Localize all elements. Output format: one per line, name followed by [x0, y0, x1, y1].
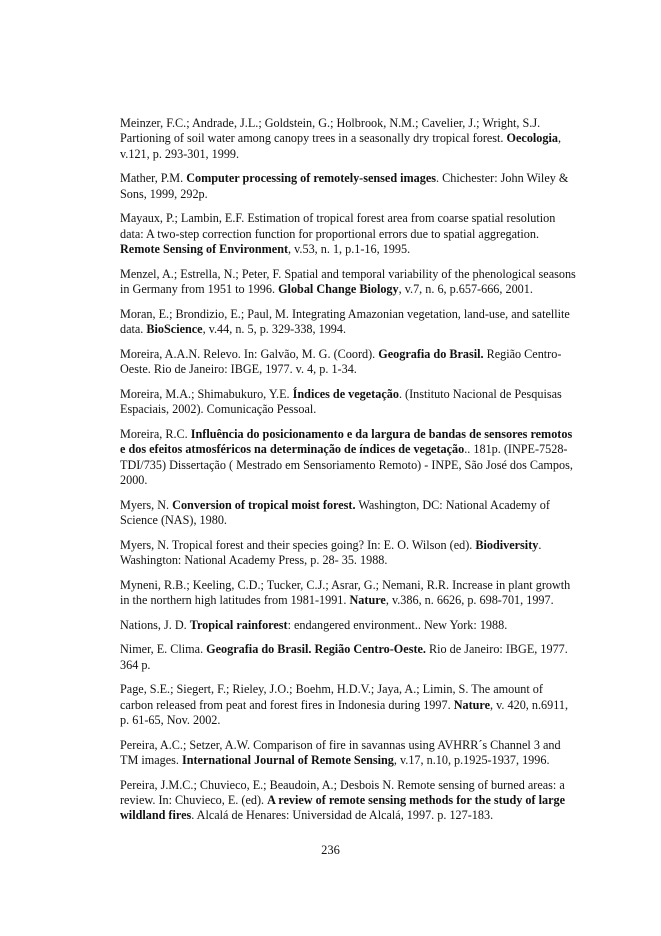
reference-entry: Moreira, M.A.; Shimabukuro, Y.E. Índices de vegetação. (Instituto Nacional de Pesquisas Espaciais, 2002). Comunicação Pessoal. [120, 386, 562, 417]
reference-entry: Page, S.E.; Siegert, F.; Rieley, J.O.; Boehm, H.D.V.; Jaya, A.; Limin, S. The amount of carbon released from peat and forest fires in Indonesia during 1997. Nature, v. 420, n.6911, p. 61-65, Nov. 2002. [120, 682, 569, 728]
reference-entry: Mather, P.M. Computer processing of remotely-sensed images. Chichester: John Wiley & Sons, 1999, 292p. [120, 171, 569, 201]
reference-entry: Myneni, R.B.; Keeling, C.D.; Tucker, C.J.; Asrar, G.; Nemani, R.R. Increase in plant growth in the northern high latitudes from 1981-1991. Nature, v.386, n. 6626, p. 698-701, 1997. [120, 577, 571, 608]
reference-entry: Moreira, A.A.N. Relevo. In: Galvão, M. G. (Coord). Geografia do Brasil. Região Centro-Oeste. Rio de Janeiro: IBGE, 1977. v. 4, p. 1-34. [120, 346, 562, 377]
reference-entry: Pereira, J.M.C.; Chuvieco, E.; Beaudoin, A.; Desbois N. Remote sensing of burned areas: a review. In: Chuvieco, E. (ed). A review of remote sensing methods for the study of large wildland fires. Alcalá de Henares: Universidad de Alcalá, 1997. p. 127-183. [120, 777, 565, 823]
reference-entry: Nations, J. D. Tropical rainforest: endangered environment.. New York: 1988. [120, 617, 508, 632]
reference-entry: Pereira, A.C.; Setzer, A.W. Comparison of fire in savannas using AVHRR´s Channel 3 and TM images. International Journal of Remote Sensing, v.17, n.10, p.1925-1937, 1996. [120, 737, 561, 768]
reference-entry: Moreira, R.C. Influência do posicionamento e da largura de bandas de sensores remotos e dos efeitos atmosféricos na determinação de índices de vegetação.. 181p. (INPE-7528-TDI/735) Dissertação ( Mestrado em Sensoriamento Remoto) - INPE, São José dos Campos, 2000. [120, 426, 573, 488]
reference-entry: Moran, E.; Brondizio, E.; Paul, M. Integrating Amazonian vegetation, land-use, and satellite data. BioScience, v.44, n. 5, p. 329-338, 1994. [120, 306, 570, 337]
reference-list [120, 116, 576, 833]
reference-entry: Mayaux, P.; Lambin, E.F. Estimation of tropical forest area from coarse spatial resolution data: A two-step correction function for proportional errors due to spatial aggregation. Remote Sensing of Environment, v.53, n. 1, p.1-16, 1995. [120, 211, 556, 257]
page-number: 236 [321, 843, 340, 857]
reference-entry: Myers, N. Tropical forest and their species going? In: E. O. Wilson (ed). Biodiversity. Washington: National Academy Press, p. 28- 35. 1988. [120, 537, 542, 568]
reference-entry: Menzel, A.; Estrella, N.; Peter, F. Spatial and temporal variability of the phenological seasons in Germany from 1951 to 1996. Global Change Biology, v.7, n. 6, p.657-666, 2001. [120, 266, 576, 297]
reference-entry: Nimer, E. Clima. Geografia do Brasil. Região Centro-Oeste. Rio de Janeiro: IBGE, 1977. 364 p. [120, 642, 568, 672]
reference-entry: Meinzer, F.C.; Andrade, J.L.; Goldstein, G.; Holbrook, N.M.; Cavelier, J.; Wright, S.J. Partioning of soil water among canopy trees in a seasonally dry tropical forest. Oecologia, v.121, p. 293-301, 1999. [120, 116, 562, 161]
reference-entry: Myers, N. Conversion of tropical moist forest. Washington, DC: National Academy of Science (NAS), 1980. [120, 497, 550, 528]
